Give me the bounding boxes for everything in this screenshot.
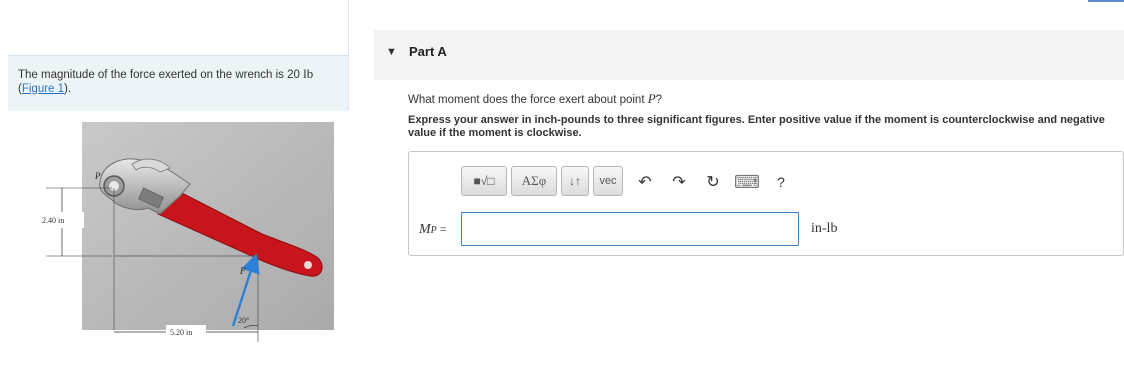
top-right-accent-line <box>1088 0 1124 2</box>
part-title: Part A <box>409 44 447 59</box>
undo-icon[interactable]: ↶ <box>638 174 652 191</box>
link-open-paren: ( <box>18 83 22 95</box>
force-unit: lb <box>303 66 314 81</box>
help-icon[interactable]: ? <box>777 174 785 190</box>
handle-hole <box>304 261 312 269</box>
part-a-header[interactable] <box>374 30 1124 80</box>
angle-label: 20° <box>238 316 250 325</box>
left-panel-divider <box>348 0 349 110</box>
answer-input[interactable] <box>461 212 799 246</box>
arrows-button[interactable]: ↓↑ <box>561 166 589 196</box>
answer-label-var: M <box>419 222 431 237</box>
question-after: ? <box>655 94 663 106</box>
question-text <box>408 91 662 107</box>
label-f: F <box>240 266 246 276</box>
label-p: P <box>95 171 101 181</box>
answer-label-sub: P <box>430 225 437 236</box>
answer-box <box>408 151 1124 256</box>
greek-symbols-button[interactable]: AΣφ <box>511 166 557 196</box>
vector-button[interactable]: vec <box>593 166 623 196</box>
problem-statement <box>18 67 338 96</box>
templates-button[interactable]: ■√□ <box>461 166 507 196</box>
answer-units: in-lb <box>811 221 838 236</box>
question-before: What moment does the force exert about point <box>408 94 648 106</box>
instructions-text: Express your answer in inch-pounds to three significant figures. Enter positive value if the moment is counterclockwise and negative value if the moment is clockwise. <box>408 114 1105 139</box>
answer-label <box>419 222 447 238</box>
problem-text: The magnitude of the force exerted on the wrench is 20 <box>18 69 304 81</box>
link-close-paren: ). <box>64 83 72 95</box>
question-var: P <box>647 91 656 106</box>
reset-icon[interactable]: ↻ <box>706 174 720 191</box>
wrench-figure-svg <box>40 122 340 352</box>
problem-statement-box <box>8 55 348 111</box>
collapse-caret-icon[interactable]: ▼ <box>386 46 397 58</box>
wrench-figure <box>40 122 340 352</box>
redo-icon[interactable]: ↷ <box>672 174 686 191</box>
horizontal-dim-label: 5.20 in <box>170 328 193 337</box>
answer-label-eq: = <box>436 222 447 236</box>
figure-link[interactable]: Figure 1 <box>21 83 65 95</box>
vertical-dim-label: 2.40 in <box>42 216 65 225</box>
keyboard-icon[interactable]: ⌨ <box>734 171 760 192</box>
